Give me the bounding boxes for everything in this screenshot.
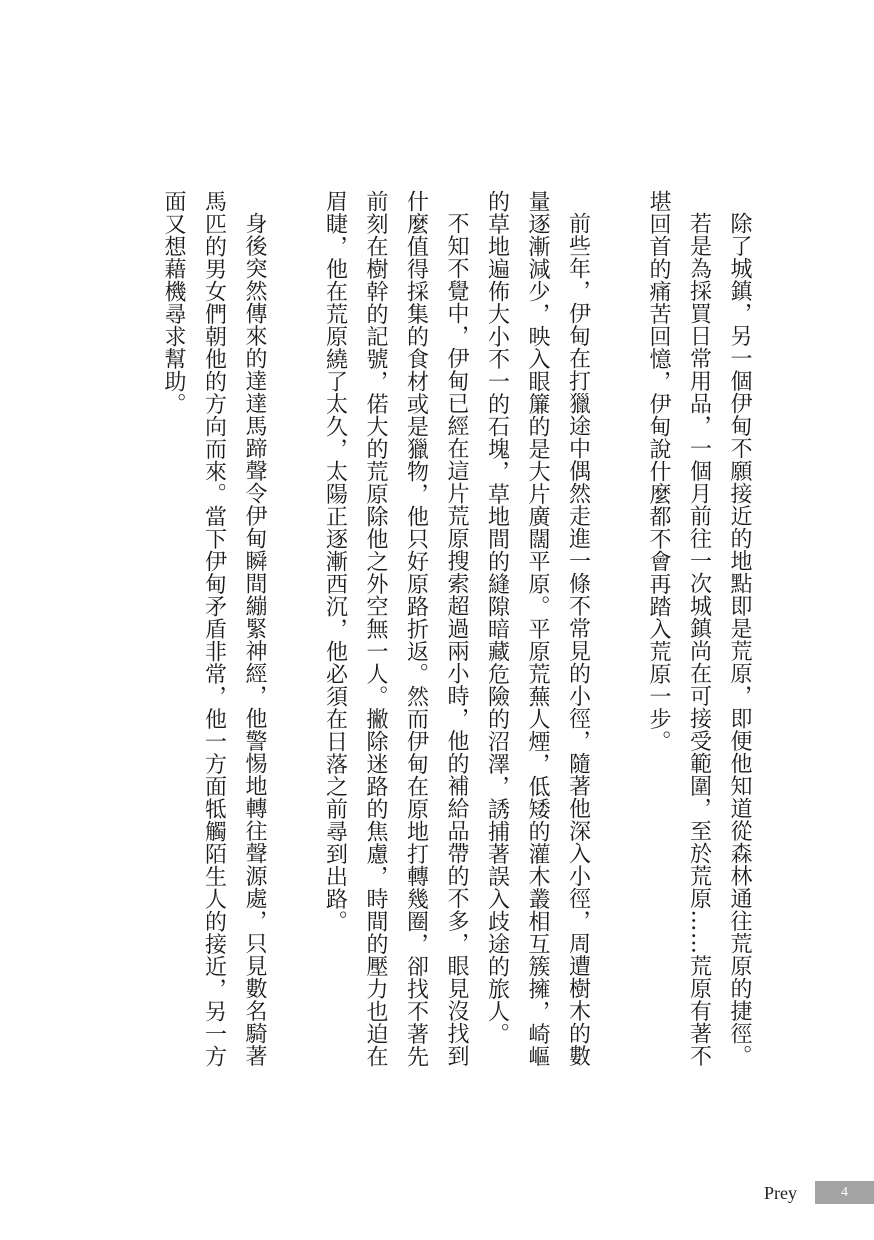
paragraph-5: 身後突然傳來的達達馬蹄聲令伊甸瞬間繃緊神經，他警惕地轉往聲源處，只見數名騎著馬匹的男女們朝他的方向而來。當下伊甸矛盾非常，他一方面牴觸陌生人的接近，另一方面又想藉機尋求幫助。 <box>161 190 267 1068</box>
page-number-badge: 4 <box>815 1181 874 1204</box>
paragraph-3: 前些年，伊甸在打獵途中偶然走進一條不常見的小徑，隨著他深入小徑，周遭樹木的數量逐漸減少，映入眼簾的是大片廣闊平原。平原荒蕪人煙，低矮的灌木叢相互簇擁，崎嶇的草地遍佈大小不一的石塊，草地間的縫隙暗藏危險的沼澤，誘捕著誤入歧途的旅人。 <box>484 190 591 1068</box>
paragraph-2: 若是為採買日常用品，一個月前往一次城鎮尚在可接受範圍，至於荒原……荒原有著不堪回首的痛苦回憶，伊甸說什麼都不會再踏入荒原一步。 <box>646 190 712 1067</box>
paragraph-4: 不知不覺中，伊甸已經在這片荒原搜索超過兩小時，他的補給品帶的不多，眼見沒找到什麼值得採集的食材或是獵物，他只好原路折返。然而伊甸在原地打轉幾圈，卻找不著先前刻在樹幹的記號，偌大的荒原除他之外空無一人。撇除迷路的焦慮，時間的壓力也迫在眉睫，他在荒原繞了太久，太陽正逐漸西沉，他必須在日落之前尋到出路。 <box>322 190 469 1068</box>
vertical-text-body <box>153 190 760 1070</box>
running-footer-title: Prey <box>764 1183 797 1203</box>
paragraph-1: 除了城鎮，另一個伊甸不願接近的地點即是荒原，即便他知道從森林通往荒原的捷徑。 <box>727 212 752 1067</box>
